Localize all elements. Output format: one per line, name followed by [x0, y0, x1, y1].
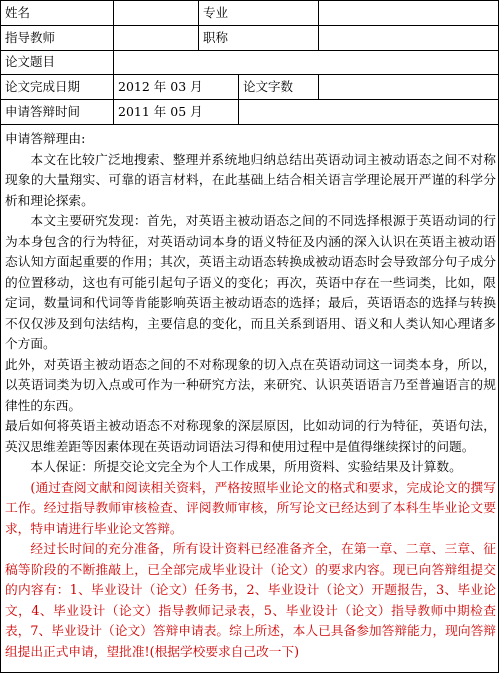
reason-paragraph: 此外，对英语主被动语态之间的不对称现象的切入点在英语动词这一词类本身，所以，以英语词类为切入点或可作为一种研究方法，来研究、认识英语语言乃至普遍语言的规律性的东西。: [5, 356, 496, 413]
advisor-title-label: 职称: [203, 30, 229, 45]
advisor-field[interactable]: [114, 26, 198, 50]
completion-date-label: 论文完成日期: [5, 79, 81, 94]
application-reason-section: [5, 129, 496, 662]
word-count-label: 论文字数: [243, 79, 294, 94]
reason-paragraph: 本文在比较广泛地搜索、整理并系统地归纳总结出英语动词主被动语态之间不对称现象的大量翔实、可靠的语言材料，在此基础上结合相关语言学理论展开严谨的科学分析和理论探索。: [5, 151, 496, 208]
guarantee-paragraph: 本人保证：所提交论文完全为个人工作成果，所用资料、实验结果及计算数。: [30, 459, 462, 474]
defense-time-label: 申请答辩时间: [5, 104, 81, 119]
major-label: 专业: [203, 5, 229, 20]
row-divider: [1, 124, 498, 125]
completion-date-value: 2012 年 03 月: [118, 79, 203, 94]
template-note-paragraph: 经过长时间的充分准备，所有设计资料已经准备齐全，在第一章、二章、三章、征稿等阶段的不断推敲上，已全部完成毕业设计（论文）的要求内容。现已向答辩组提交的内容有：1、毕业设计（论文）任务书，2、毕业设计（论文）开题报告，3、毕业论文，4、毕业设计（论文）指导教师记录表，5、毕业设计（论文）指导教师中期检查表，7、毕业设计（论文）答辩申请表。综上所述，本人已具备参加答辩能力，现向答辩组提出正式申请，望批准!(根据学校要求自己改一下): [5, 541, 496, 659]
reason-paragraph: 本文主要研究发现：首先，对英语主被动语态之间的不同选择根源于英语动词的行为本身包含的行为特征，对英语动词本身的语义特征及内涵的深入认识在英语主被动语态认知方面起重要的作用；其次，英语主动语态转换成被动语态时会导致部分句子成分的位置移动，这也有可能引起句子语义的变化；再次，英语中存在一些词类，比如，限定词，数量词和代词等肯能影响英语主被动语态的选择；最后，英语语态的选择与转换不仅仅涉及到句法结构，主要信息的变化，而且关系到语用、语义和人类认知心理诸多个方面。: [5, 213, 496, 351]
template-note-paragraph: (通过查阅文献和阅读相关资料，严格按照毕业论文的格式和要求，完成论文的撰写工作。经过指导教师审核检查、评阅教师审核，所写论文已经达到了本科生毕业论文要求，特申请进行毕业论文答辩。: [5, 479, 496, 536]
major-field[interactable]: [319, 1, 498, 25]
thesis-title-field[interactable]: [114, 50, 498, 74]
word-count-field[interactable]: [319, 75, 498, 99]
advisor-label: 指导教师: [5, 30, 56, 45]
defense-time-value: 2011 年 05 月: [118, 104, 203, 119]
defense-time-extra-field[interactable]: [239, 100, 498, 124]
thesis-title-label: 论文题目: [5, 54, 56, 69]
reason-heading: 申请答辩理由:: [5, 131, 86, 146]
reason-paragraph: 最后如何将英语主被动语态不对称现象的深层原因，比如动词的行为特征，英语句法，英汉思维差距等因素体现在英语动词语法习得和使用过程中是值得继续探讨的问题。: [5, 418, 496, 454]
name-label: 姓名: [5, 5, 31, 20]
name-field[interactable]: [114, 1, 198, 25]
advisor-title-field[interactable]: [319, 26, 498, 50]
